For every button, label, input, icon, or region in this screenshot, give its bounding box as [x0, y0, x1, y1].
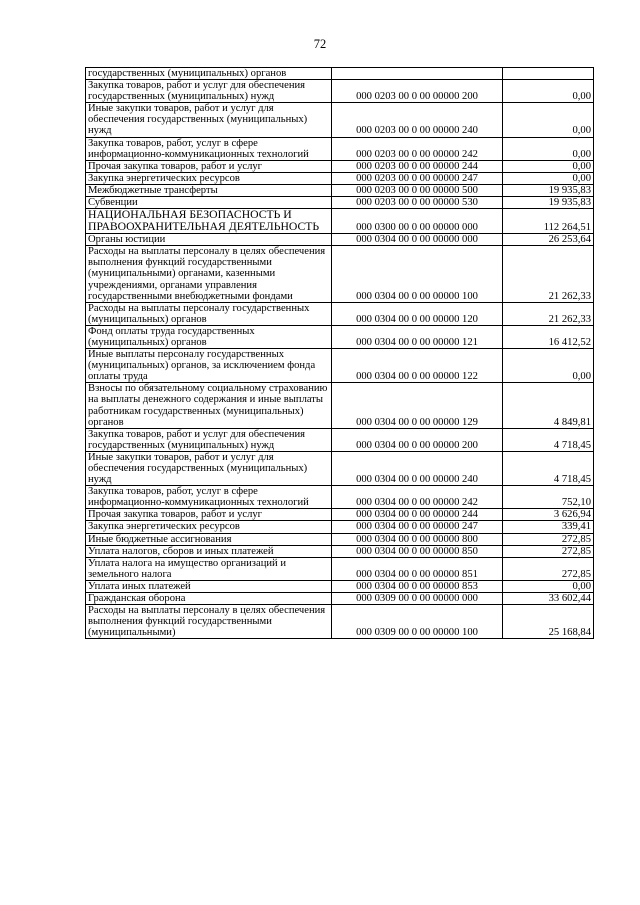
- budget-table-body: [86, 68, 594, 639]
- row-code: 000 0300 00 0 00 00000 000: [332, 209, 503, 234]
- row-amount: 0,00: [503, 172, 594, 184]
- table-row: [86, 302, 594, 325]
- row-code: 000 0304 00 0 00 00000 853: [332, 580, 503, 592]
- row-code: 000 0203 00 0 00 00000 200: [332, 80, 503, 103]
- row-name: Межбюджетные трансферты: [86, 184, 332, 196]
- table-row: [86, 451, 594, 485]
- row-name: Уплата налога на имущество организаций и земельного налога: [86, 557, 332, 580]
- table-row-section: [86, 209, 594, 234]
- budget-table: [85, 67, 594, 639]
- row-name: Закупка товаров, работ и услуг для обеспечения государственных (муниципальных) нужд: [86, 428, 332, 451]
- row-amount: 752,10: [503, 486, 594, 509]
- row-code: 000 0203 00 0 00 00000 244: [332, 160, 503, 172]
- row-amount: 0,00: [503, 160, 594, 172]
- row-code: 000 0203 00 0 00 00000 242: [332, 137, 503, 160]
- row-name: Прочая закупка товаров, работ и услуг: [86, 160, 332, 172]
- row-amount: 25 168,84: [503, 605, 594, 639]
- table-row: [86, 509, 594, 521]
- row-amount: 4 718,45: [503, 428, 594, 451]
- row-code: 000 0304 00 0 00 00000 850: [332, 545, 503, 557]
- row-amount: 21 262,33: [503, 246, 594, 302]
- table-row: [86, 103, 594, 137]
- table-row: [86, 486, 594, 509]
- table-row: [86, 605, 594, 639]
- row-code: 000 0309 00 0 00 00000 000: [332, 593, 503, 605]
- row-code: 000 0304 00 0 00 00000 800: [332, 533, 503, 545]
- row-name: Закупка энергетических ресурсов: [86, 521, 332, 533]
- row-amount: 112 264,51: [503, 209, 594, 234]
- row-code: 000 0304 00 0 00 00000 242: [332, 486, 503, 509]
- row-amount: 0,00: [503, 137, 594, 160]
- row-name: Уплата налогов, сборов и иных платежей: [86, 545, 332, 557]
- row-name: Закупка энергетических ресурсов: [86, 172, 332, 184]
- row-amount: 339,41: [503, 521, 594, 533]
- row-amount: [503, 68, 594, 80]
- row-amount: 3 626,94: [503, 509, 594, 521]
- row-name: Гражданская оборона: [86, 593, 332, 605]
- page-number: 72: [313, 37, 327, 51]
- table-row: [86, 325, 594, 348]
- table-row: [86, 197, 594, 209]
- table-row: [86, 137, 594, 160]
- row-code: 000 0203 00 0 00 00000 240: [332, 103, 503, 137]
- row-name: Закупка товаров, работ, услуг в сфере информационно-коммуникационных технологий: [86, 486, 332, 509]
- row-name: НАЦИОНАЛЬНАЯ БЕЗОПАСНОСТЬ И ПРАВООХРАНИТЕЛЬНАЯ ДЕЯТЕЛЬНОСТЬ: [86, 209, 332, 234]
- table-row: [86, 246, 594, 302]
- row-amount: 0,00: [503, 349, 594, 383]
- row-amount: 272,85: [503, 533, 594, 545]
- row-name: Фонд оплаты труда государственных (муниципальных) органов: [86, 325, 332, 348]
- row-amount: 33 602,44: [503, 593, 594, 605]
- row-amount: 4 718,45: [503, 451, 594, 485]
- row-name: Иные бюджетные ассигнования: [86, 533, 332, 545]
- row-code: 000 0304 00 0 00 00000 240: [332, 451, 503, 485]
- row-name: Закупка товаров, работ и услуг для обеспечения государственных (муниципальных) нужд: [86, 80, 332, 103]
- table-row: [86, 234, 594, 246]
- row-code: 000 0304 00 0 00 00000 244: [332, 509, 503, 521]
- row-name: Расходы на выплаты персоналу государственных (муниципальных) органов: [86, 302, 332, 325]
- table-row: [86, 557, 594, 580]
- row-code: 000 0304 00 0 00 00000 122: [332, 349, 503, 383]
- table-row: [86, 349, 594, 383]
- row-amount: 0,00: [503, 80, 594, 103]
- row-code: 000 0304 00 0 00 00000 247: [332, 521, 503, 533]
- row-name: Прочая закупка товаров, работ и услуг: [86, 509, 332, 521]
- table-row: [86, 68, 594, 80]
- row-amount: 21 262,33: [503, 302, 594, 325]
- row-name: Расходы на выплаты персоналу в целях обеспечения выполнения функций государственными (муниципальными): [86, 605, 332, 639]
- row-name: Иные закупки товаров, работ и услуг для обеспечения государственных (муниципальных) нужд: [86, 451, 332, 485]
- row-amount: 0,00: [503, 580, 594, 592]
- row-name: государственных (муниципальных) органов: [86, 68, 332, 80]
- table-row: [86, 580, 594, 592]
- row-amount: 26 253,64: [503, 234, 594, 246]
- row-name: Расходы на выплаты персоналу в целях обеспечения выполнения функций государственными (муниципальными) органами, казенными учреждениями, органами управления государственными внебюджетными фондами: [86, 246, 332, 302]
- row-code: 000 0309 00 0 00 00000 100: [332, 605, 503, 639]
- table-row: [86, 172, 594, 184]
- row-amount: 19 935,83: [503, 197, 594, 209]
- row-amount: 16 412,52: [503, 325, 594, 348]
- row-name: Уплата иных платежей: [86, 580, 332, 592]
- row-name: Иные выплаты персоналу государственных (муниципальных) органов, за исключением фонда оплаты труда: [86, 349, 332, 383]
- row-code: 000 0304 00 0 00 00000 120: [332, 302, 503, 325]
- table-row: [86, 184, 594, 196]
- table-row: [86, 521, 594, 533]
- row-code: 000 0304 00 0 00 00000 129: [332, 383, 503, 428]
- table-row: [86, 533, 594, 545]
- table-row: [86, 428, 594, 451]
- table-row: [86, 80, 594, 103]
- table-row: [86, 545, 594, 557]
- row-code: 000 0304 00 0 00 00000 121: [332, 325, 503, 348]
- row-code: 000 0203 00 0 00 00000 500: [332, 184, 503, 196]
- row-code: 000 0304 00 0 00 00000 851: [332, 557, 503, 580]
- row-code: [332, 68, 503, 80]
- row-amount: 272,85: [503, 557, 594, 580]
- table-row: [86, 383, 594, 428]
- row-name: Субвенции: [86, 197, 332, 209]
- row-code: 000 0203 00 0 00 00000 530: [332, 197, 503, 209]
- row-code: 000 0203 00 0 00 00000 247: [332, 172, 503, 184]
- table-row: [86, 160, 594, 172]
- row-name: Закупка товаров, работ, услуг в сфере информационно-коммуникационных технологий: [86, 137, 332, 160]
- row-name: Органы юстиции: [86, 234, 332, 246]
- row-amount: 272,85: [503, 545, 594, 557]
- row-name: Взносы по обязательному социальному страхованию на выплаты денежного содержания и иные выплаты работникам государственных (муниципальных) органов: [86, 383, 332, 428]
- row-code: 000 0304 00 0 00 00000 000: [332, 234, 503, 246]
- row-name: Иные закупки товаров, работ и услуг для обеспечения государственных (муниципальных) нужд: [86, 103, 332, 137]
- row-code: 000 0304 00 0 00 00000 100: [332, 246, 503, 302]
- table-row: [86, 593, 594, 605]
- row-amount: 19 935,83: [503, 184, 594, 196]
- row-amount: 4 849,81: [503, 383, 594, 428]
- row-code: 000 0304 00 0 00 00000 200: [332, 428, 503, 451]
- row-amount: 0,00: [503, 103, 594, 137]
